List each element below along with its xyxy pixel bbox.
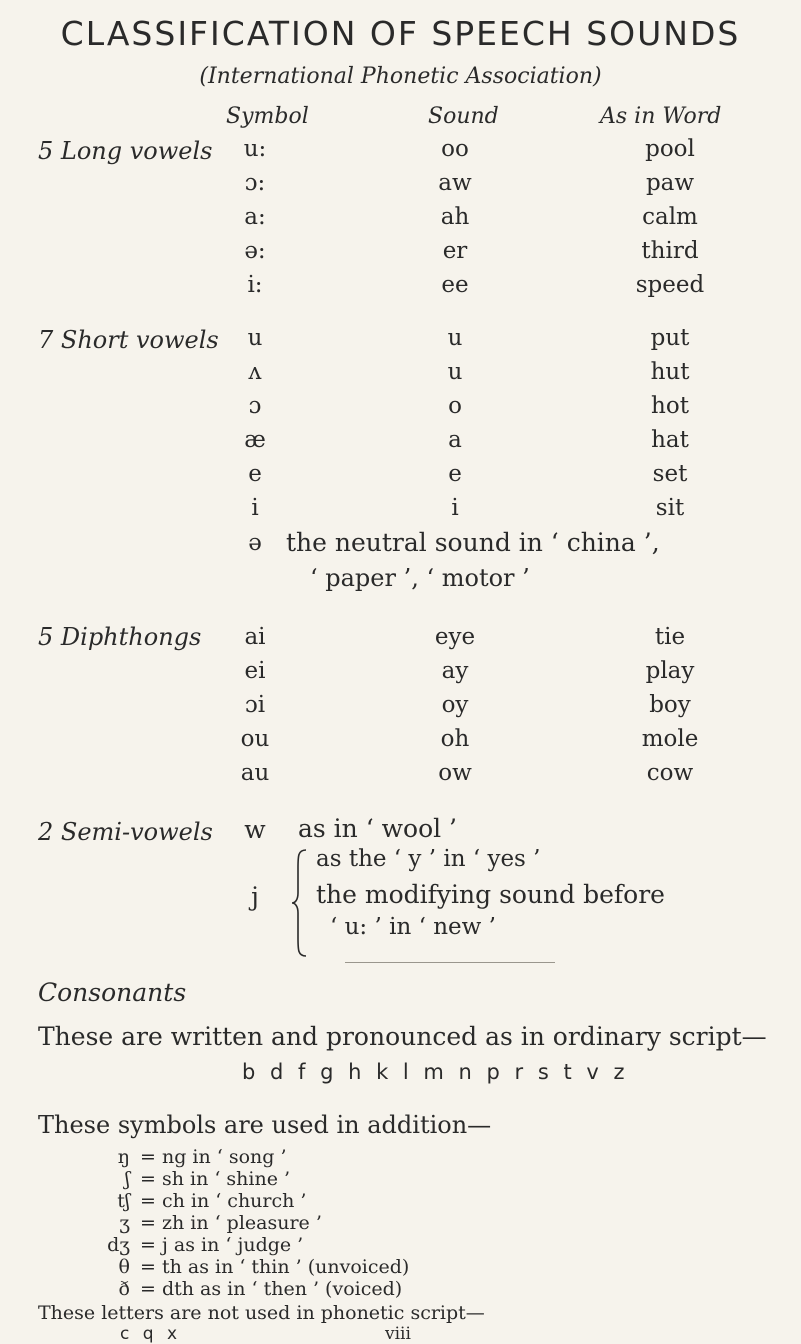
consonants-paragraph-1: These are written and pronounced as in ordinary script—	[38, 1022, 767, 1051]
consonants-label: Consonants	[38, 978, 187, 1007]
short-vowel-word: sit	[655, 495, 685, 521]
short-vowel-symbol: i	[251, 495, 259, 521]
long-vowel-symbol: ə:	[244, 238, 266, 264]
diphthong-word: cow	[646, 760, 694, 786]
short-vowels-label: 7 Short vowels	[38, 326, 219, 354]
long-vowel-word: paw	[645, 170, 695, 196]
consonant-symbol: ʒ	[119, 1212, 130, 1234]
short-vowel-symbol: ʌ	[248, 359, 262, 385]
short-vowel-symbol: u	[247, 325, 263, 351]
consonant-description: = dth as in ‘ then ’ (voiced)	[140, 1278, 403, 1300]
diphthong-symbol: au	[240, 760, 270, 786]
schwa-note-examples: ‘ paper ’, ‘ motor ’	[310, 564, 530, 592]
diphthong-sound: eye	[434, 624, 476, 650]
short-vowel-sound: e	[448, 461, 462, 487]
consonant-description: = sh in ‘ shine ’	[140, 1168, 291, 1190]
short-vowel-word: put	[650, 325, 690, 351]
consonant-description: = zh in ‘ pleasure ’	[140, 1212, 322, 1234]
short-vowel-symbol: e	[248, 461, 262, 487]
consonants-paragraph-3: These letters are not used in phonetic script—	[38, 1302, 485, 1324]
diphthongs-label: 5 Diphthongs	[38, 623, 202, 651]
consonant-symbol: dʒ	[107, 1234, 130, 1256]
short-vowel-word: hat	[651, 427, 689, 453]
semi-vowel-w-note: as in ‘ wool ’	[298, 814, 458, 843]
diphthong-symbol: ou	[240, 726, 270, 752]
semi-vowel-j-symbol: j	[251, 882, 259, 911]
page-number: viii	[385, 1324, 411, 1344]
long-vowel-symbol: u:	[243, 136, 267, 162]
short-vowel-sound: u	[447, 359, 463, 385]
short-vowel-sound: u	[447, 325, 463, 351]
consonant-symbol: ʃ	[124, 1168, 130, 1190]
long-vowels-label: 5 Long vowels	[38, 137, 213, 165]
consonant-description: = j as in ‘ judge ’	[140, 1234, 304, 1256]
long-vowel-sound: aw	[438, 170, 472, 196]
schwa-note: the neutral sound in ‘ china ’,	[286, 528, 660, 557]
semi-vowel-j-note-3: ‘ u: ’ in ‘ new ’	[330, 914, 496, 940]
semi-vowel-j-note-1: as the ‘ y ’ in ‘ yes ’	[316, 846, 541, 872]
diphthong-symbol: ɔi	[244, 692, 266, 718]
diphthong-sound: ow	[438, 760, 472, 786]
long-vowel-sound: er	[442, 238, 468, 264]
diphthong-word: tie	[654, 624, 686, 650]
consonant-symbol: ð	[118, 1278, 130, 1300]
long-vowel-word: pool	[645, 136, 695, 162]
long-vowel-sound: oo	[441, 136, 469, 162]
page-title: CLASSIFICATION OF SPEECH SOUNDS	[60, 14, 741, 53]
semi-vowel-j-note-2: the modifying sound before	[316, 880, 665, 909]
long-vowel-word: speed	[635, 272, 705, 298]
long-vowel-symbol: i:	[247, 272, 263, 298]
diphthong-sound: oy	[441, 692, 469, 718]
column-header-symbol: Symbol	[226, 104, 309, 129]
diphthong-sound: oh	[440, 726, 470, 752]
diphthong-word: mole	[641, 726, 699, 752]
consonant-description: = th as in ‘ thin ’ (unvoiced)	[140, 1256, 410, 1278]
ordinary-letters: b d f g h k l m n p r s t v z	[242, 1060, 629, 1084]
long-vowel-sound: ee	[441, 272, 469, 298]
short-vowel-sound: i	[451, 495, 459, 521]
consonants-paragraph-2: These symbols are used in addition—	[38, 1111, 492, 1139]
short-vowel-symbol: ɔ	[248, 393, 262, 419]
semi-vowel-w-symbol: w	[244, 815, 266, 844]
short-vowel-sound: o	[448, 393, 462, 419]
page-subtitle: (International Phonetic Association)	[199, 64, 602, 89]
unused-letters: c q x	[120, 1324, 182, 1344]
column-header-sound: Sound	[428, 104, 499, 129]
consonant-description: = ng in ‘ song ’	[140, 1146, 287, 1168]
short-vowel-sound: a	[448, 427, 462, 453]
short-vowel-symbol: æ	[244, 427, 266, 453]
consonant-symbol: ŋ	[117, 1146, 130, 1168]
consonant-symbol: tʃ	[117, 1190, 130, 1212]
schwa-symbol: ə	[248, 530, 262, 556]
consonant-description: = ch in ‘ church ’	[140, 1190, 307, 1212]
diphthong-symbol: ai	[244, 624, 266, 650]
long-vowel-word: calm	[642, 204, 698, 230]
long-vowel-symbol: a:	[244, 204, 266, 230]
diphthong-word: boy	[649, 692, 691, 718]
consonant-symbol: θ	[118, 1256, 130, 1278]
long-vowel-sound: ah	[440, 204, 470, 230]
column-header-word: As in Word	[600, 104, 722, 129]
diphthong-word: play	[645, 658, 695, 684]
short-vowel-word: hut	[650, 359, 690, 385]
semi-vowels-label: 2 Semi-vowels	[38, 818, 213, 846]
short-vowel-word: hot	[651, 393, 689, 419]
long-vowel-word: third	[641, 238, 699, 264]
long-vowel-symbol: ɔ:	[244, 170, 266, 196]
short-vowel-word: set	[652, 461, 688, 487]
diphthong-symbol: ei	[244, 658, 266, 684]
diphthong-sound: ay	[441, 658, 469, 684]
